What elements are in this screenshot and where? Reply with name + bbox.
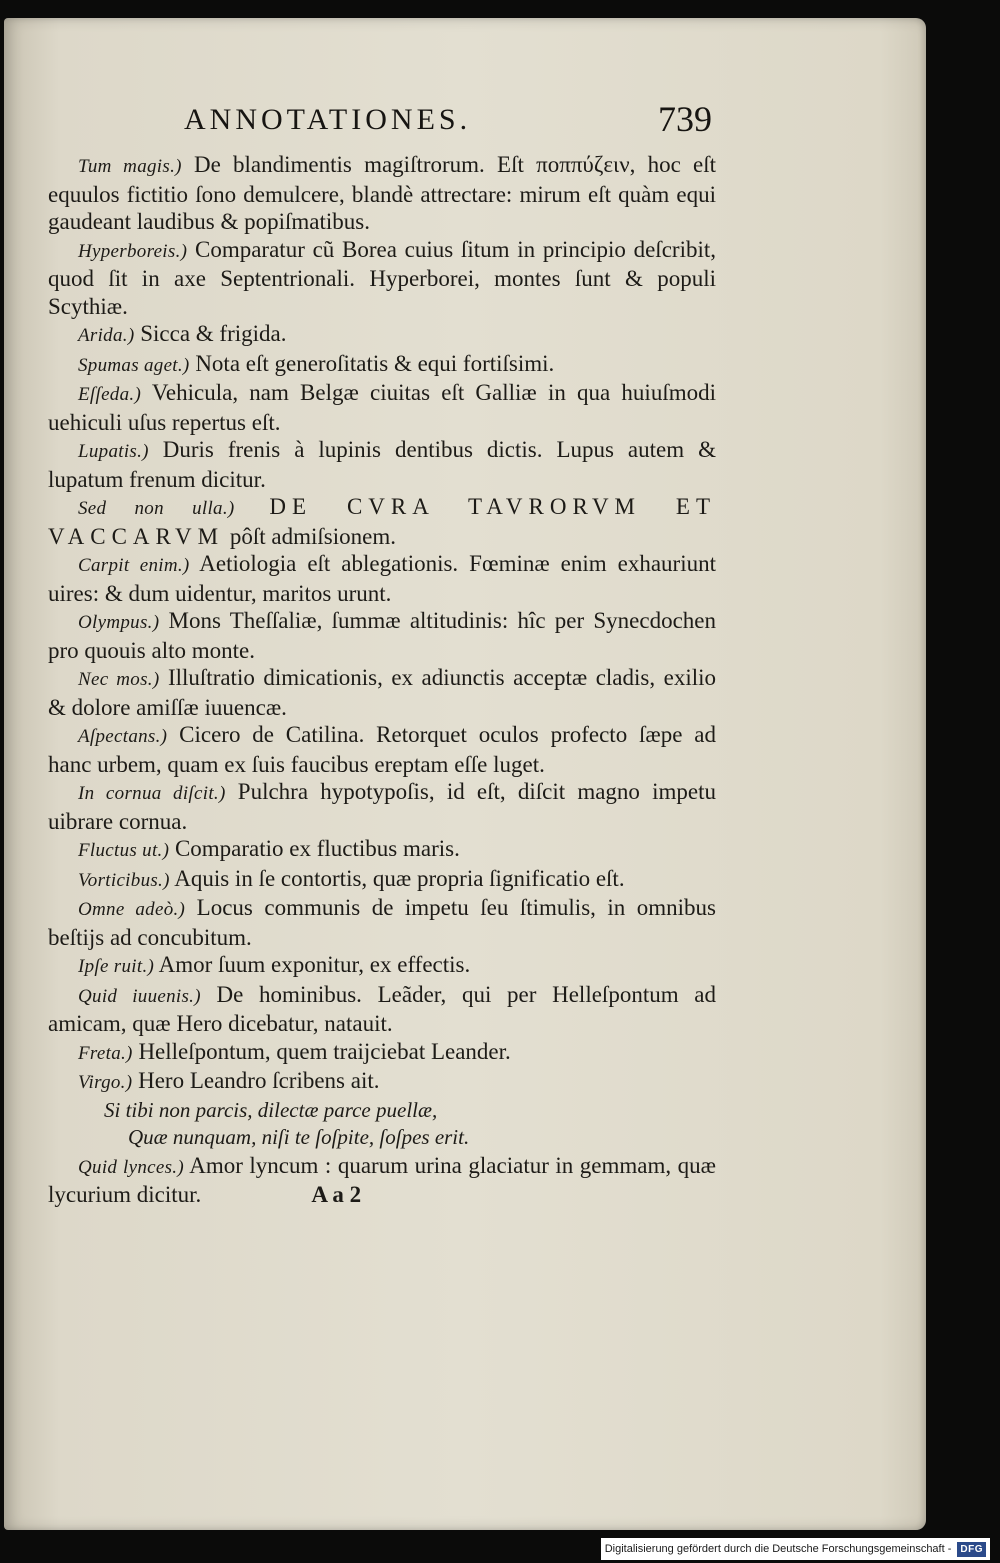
entry-text: Amor ſuum exponitur, ex effectis. (154, 952, 471, 977)
entry (48, 379, 716, 436)
lemma: Aſpectans.) (78, 726, 168, 747)
entry (48, 436, 716, 493)
dfg-logo-icon: DFG (957, 1542, 986, 1557)
lemma: Quid iuuenis.) (78, 985, 201, 1007)
entry-text: Comparatio ex fluctibus maris. (169, 836, 460, 861)
book-page (4, 18, 926, 1530)
entry (48, 721, 716, 778)
verse-line: Si tibi non parcis, dilectæ parce puellæ, (104, 1097, 438, 1122)
entry (48, 607, 716, 664)
lemma: Tum magis.) (78, 156, 182, 177)
entry (48, 835, 716, 865)
entry (48, 664, 716, 721)
lemma: Arida.) (78, 325, 135, 346)
lemma: Quid lynces.) (78, 1156, 184, 1178)
entry-text: Comparatur cũ Borea cuius ſitum in principio deſcribit, quod ſit in axe Septentrionali. Hyperborei, montes ſunt & populi Scythiæ. (48, 236, 716, 319)
annotation-text (48, 151, 716, 1209)
entry-text: Nota eſt generoſitatis & equi fortiſsimi. (189, 350, 555, 376)
signature-mark: A a 2 (311, 1182, 362, 1207)
entry-text: Cicero de Catilina. Retorquet oculos profecto ſæpe ad hanc urbem, quam ex ſuis faucibus ereptam eſſe luget. (48, 722, 716, 777)
lemma: Olympus.) (78, 612, 160, 633)
entry-text: Sicca & frigida. (134, 321, 287, 346)
entry (48, 778, 716, 835)
entry-text: pôſt admiſsionem. (224, 523, 396, 549)
verse-line: Quæ nunquam, niſi te ſoſpite, ſoſpes erit. (128, 1125, 470, 1149)
lemma: Virgo.) (78, 1072, 133, 1093)
lemma: Eſſeda.) (78, 384, 142, 405)
entry (48, 151, 716, 236)
page-number: 739 (658, 99, 712, 139)
entry-text: Mons Theſſaliæ, ſummæ altitudinis: hîc per Synecdochen pro quouis alto monte. (48, 608, 716, 663)
entry-text: Aquis in ſe contortis, quæ propria ſignificatio eſt. (169, 865, 625, 891)
lemma: Vorticibus.) (78, 869, 170, 891)
entry (48, 951, 716, 981)
lemma: Nec mos.) (78, 669, 160, 690)
lemma: Spumas aget.) (78, 354, 190, 376)
lemma: Lupatis.) (78, 441, 149, 462)
entry-text: Duris frenis à lupinis dentibus dictis. Lupus autem & lupatum frenum dicitur. (48, 437, 716, 492)
lemma: Sed non ulla.) (78, 498, 235, 519)
lemma: Omne adeò.) (78, 899, 186, 920)
entry-text: Illuſtratio dimicationis, ex adiunctis acceptæ cladis, exilio & dolore amiſſæ iuuencæ. (48, 665, 716, 720)
entry (48, 1067, 716, 1097)
lemma: Freta.) (78, 1042, 133, 1064)
entry-text: De blandimentis magiſtrorum. Eſt ποππύζειν, hoc eſt equulos fictitio ſono demulcere, blandè attrectare: mirum eſt quàm equi gaudeant laudibus & popiſmatibus. (48, 152, 716, 234)
lemma: In cornua diſcit.) (78, 783, 226, 804)
entry-text: Amor lyncum : quarum urina glaciatur in gemmam, quæ lycurium dicitur. (48, 1152, 717, 1207)
section-heading-caps: DE CVRA TAVRORVM ET VACCARVM (48, 494, 716, 549)
entry-text: Vehicula, nam Belgæ ciuitas eſt Galliæ in qua huiuſmodi uehiculi uſus repertus eſt. (48, 380, 716, 435)
running-head: ANNOTATIONES. (184, 103, 472, 136)
entry (48, 320, 716, 350)
entry-text: Locus communis de impetu ſeu ſtimulis, in omnibus beſtijs ad concubitum. (48, 895, 717, 950)
entry (48, 550, 716, 607)
lemma: Fluctus ut.) (78, 840, 170, 861)
entry-text: De hominibus. Leãder, qui per Helleſpontum ad amicam, quæ Hero dicebatur, natauit. (48, 981, 716, 1036)
entry (48, 350, 716, 380)
entry (48, 1152, 716, 1209)
entry (48, 865, 716, 895)
entry (48, 894, 716, 951)
lemma: Carpit enim.) (78, 555, 190, 576)
entry-text: Hero Leandro ſcribens ait. (132, 1068, 380, 1093)
entry-text: Helleſpontum, quem traijciebat Leander. (132, 1038, 511, 1064)
entry-text: Aetiologia eſt ablegationis. Fœminæ enim exhauriunt uires: & dum uidentur, maritos urunt. (48, 551, 716, 606)
digitization-footer (601, 1538, 990, 1560)
entry-text: Pulchra hypotypoſis, id eſt, diſcit magno impetu uibrare cornua. (48, 779, 716, 834)
footer-credit: Digitalisierung gefördert durch die Deutsche Forschungsgemeinschaft - (604, 1543, 952, 1555)
entry (48, 493, 716, 550)
lemma: Ipſe ruit.) (78, 956, 155, 977)
entry (48, 981, 716, 1038)
entry (48, 1038, 716, 1068)
lemma: Hyperboreis.) (78, 240, 188, 262)
entry (48, 236, 716, 321)
